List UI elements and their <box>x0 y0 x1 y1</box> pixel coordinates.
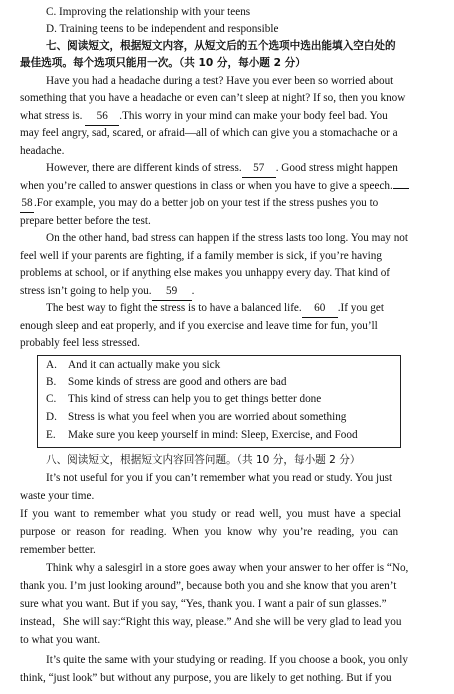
passage-line: probably feel less stressed. <box>20 337 140 349</box>
passage-line: think, “just look” but without any purpose, you are likely to get nothing. But if you <box>20 672 392 684</box>
option-text: And it can actually make you sick <box>68 359 221 371</box>
passage-line: headache. <box>20 145 65 157</box>
option-key: C. <box>46 393 57 405</box>
option-text: This kind of stress can help you to get things better done <box>68 393 322 405</box>
option-key: A. <box>46 359 57 371</box>
option-c-line: C. Improving the relationship with your teens <box>46 6 251 18</box>
option-text: Make sure you keep yourself in mind: Sleep, Exercise, and Food <box>68 429 358 441</box>
option-d[interactable] <box>46 409 346 426</box>
blank-57[interactable]: 57 <box>242 160 276 178</box>
blank-59[interactable]: 59 <box>152 283 192 301</box>
passage-text: . <box>191 285 195 297</box>
passage-line: Have you had a headache during a test? Have you ever been so worried about <box>46 75 394 87</box>
section-7-heading-cont: 最佳选项。每个选项只能用一次。（共 10 分，每小题 2 分） <box>20 57 306 69</box>
passage-line: enough sleep and eat properly, and if you exercise and leave time for fun, you’ll <box>20 320 378 332</box>
passage-line: It’s not useful for you if you can’t remember what you read or study. You just <box>46 472 393 484</box>
passage-line: If you want to remember what you study or read well, you must have a special <box>20 508 402 520</box>
option-key: D. <box>46 411 57 423</box>
passage-line: thank you. I’m just looking around”, because both you and she know that you aren’t <box>20 580 397 592</box>
passage-line: waste your time. <box>20 490 95 502</box>
passage-line <box>20 178 434 195</box>
passage-line <box>46 160 434 178</box>
passage-line <box>20 108 434 126</box>
passage-line: feel well if your parents are fighting, if a family member is sick, if you’re having <box>20 250 382 262</box>
section-8-heading: 八、阅读短文，根据短文内容回答问题。（共 10 分，每小题 2 分） <box>46 454 361 466</box>
option-a[interactable] <box>46 357 220 374</box>
passage-line: something that you have a headache or even can’t sleep at night? If so, then you know <box>20 92 406 104</box>
passage-line <box>20 195 434 213</box>
option-c[interactable] <box>46 391 321 408</box>
blank-58-start[interactable] <box>393 188 409 189</box>
passage-line: On the other hand, bad stress can happen if the stress lasts too long. You may not <box>46 232 408 244</box>
blank-60[interactable]: 60 <box>302 300 338 318</box>
passage-text: when you’re called to answer questions in class or when you have to give a speech. <box>20 180 393 192</box>
blank-58[interactable]: 58 <box>20 195 34 213</box>
passage-text: However, there are different kinds of stress. <box>46 162 242 174</box>
passage-line <box>20 283 434 301</box>
section-7-heading: 七、阅读短文，根据短文内容，从短文后的五个选项中选出能填入空白处的 <box>46 40 396 52</box>
passage-line: remember better. <box>20 544 96 556</box>
options-box <box>37 355 401 448</box>
passage-line: problems at school, or if anything else makes you unhappy every day. That kind of <box>20 267 391 279</box>
passage-text: what stress is. <box>20 110 83 122</box>
passage-text: .For example, you may do a better job on your test if the stress pushes you to <box>34 197 379 209</box>
passage-line: may feel angry, sad, scared, or afraid—all of which can give you a stomachache or a <box>20 127 398 139</box>
passage-text: . Good stress might happen <box>275 162 398 174</box>
passage-line: Think why a salesgirl in a store goes away when your answer to her offer is “No, <box>46 562 409 574</box>
option-e[interactable] <box>46 427 358 444</box>
passage-line <box>46 300 434 318</box>
passage-line: prepare better before the test. <box>20 215 151 227</box>
option-b[interactable] <box>46 374 286 391</box>
passage-line: purpose or reason for reading. When you know why you’re reading, you can <box>20 526 399 538</box>
option-d-line: D. Training teens to be independent and responsible <box>46 23 279 35</box>
passage-text: .If you get <box>337 302 384 314</box>
option-key: B. <box>46 376 57 388</box>
option-text: Some kinds of stress are good and others are bad <box>68 376 287 388</box>
passage-line: instead，She will say:“Right this way, please.” And she will be very glad to lead you <box>20 616 402 628</box>
option-text: Stress is what you feel when you are worried about something <box>68 411 347 423</box>
passage-text: The best way to fight the stress is to have a balanced life. <box>46 302 302 314</box>
passage-line: to what you want. <box>20 634 101 646</box>
blank-56[interactable]: 56 <box>85 108 119 126</box>
passage-text: stress isn’t going to help you. <box>20 285 152 297</box>
passage-text: .This worry in your mind can make your body feel bad. You <box>119 110 388 122</box>
option-key: E. <box>46 429 56 441</box>
passage-line: sure what you want. But if you say, “Yes, thank you. I want a pair of sun glasses.” <box>20 598 387 610</box>
passage-line: It’s quite the same with your studying or reading. If you choose a book, you only <box>46 654 408 666</box>
